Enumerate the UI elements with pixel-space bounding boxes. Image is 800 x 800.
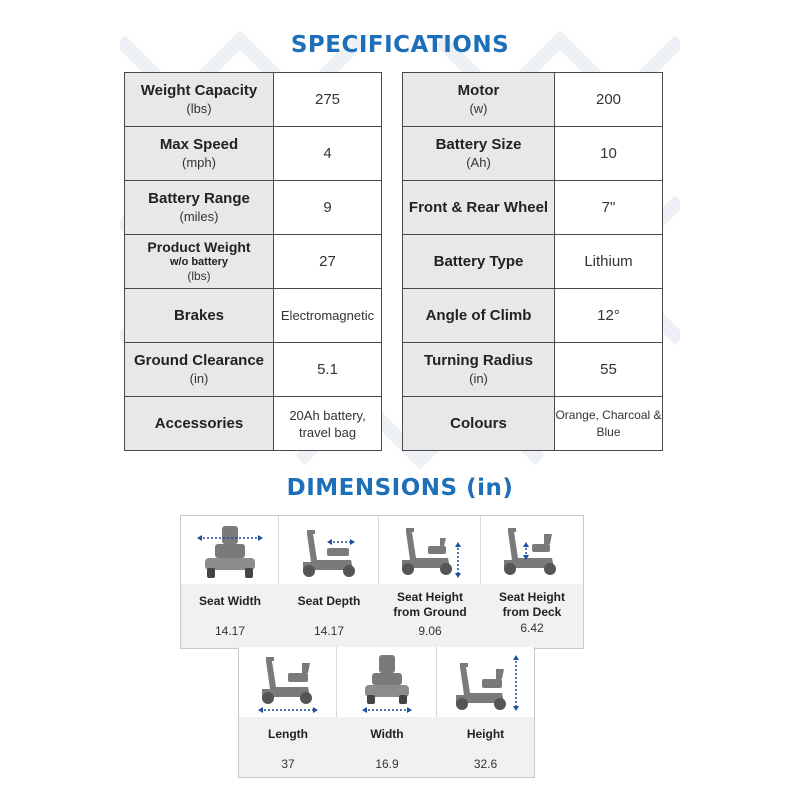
spec-unit: (w) — [469, 101, 488, 116]
dimension-value: 14.17 — [214, 624, 246, 638]
spec-unit: (lbs) — [186, 101, 212, 116]
spec-value: 5.1 — [274, 343, 382, 397]
table-row — [125, 289, 382, 343]
spec-label: Ground Clearance — [133, 352, 265, 369]
dimension-value: 32.6 — [473, 757, 498, 771]
spec-value: 10 — [555, 127, 663, 181]
spec-label-cell — [403, 235, 555, 289]
spec-label: Front & Rear Wheel — [408, 198, 549, 216]
dimensions-title: DIMENSIONS (in) — [286, 475, 514, 501]
spec-table-left — [124, 72, 382, 451]
dimension-image — [279, 516, 379, 584]
spec-label: Brakes — [173, 306, 225, 324]
dimensions-grid-bottom — [238, 647, 535, 778]
spec-value-cell — [274, 397, 382, 451]
spec-value-line: 20Ah battery, — [289, 407, 366, 423]
spec-label-cell — [125, 343, 274, 397]
spec-label-cell — [125, 397, 274, 451]
table-row — [125, 181, 382, 235]
spec-label-cell — [403, 289, 555, 343]
dimensions-grid-top — [180, 515, 584, 649]
spec-label: Max Speed — [159, 136, 239, 153]
dimension-item — [379, 516, 481, 648]
spec-label: Product Weight — [147, 239, 251, 255]
dimension-label-line: from Ground — [393, 605, 467, 619]
spec-unit: (Ah) — [466, 155, 491, 170]
table-row — [125, 397, 382, 451]
spec-value: 27 — [274, 235, 382, 289]
dimension-item — [239, 647, 337, 777]
dimension-label: Length — [268, 727, 308, 741]
table-row — [403, 127, 663, 181]
dimension-value: 37 — [281, 757, 295, 771]
spec-unit: (mph) — [182, 155, 216, 170]
table-row — [403, 73, 663, 127]
spec-label-cell — [125, 181, 274, 235]
spec-label-cell — [125, 289, 274, 343]
table-row — [125, 127, 382, 181]
table-row — [403, 289, 663, 343]
spec-unit: (miles) — [179, 209, 219, 224]
spec-unit: (lbs) — [187, 269, 211, 283]
spec-value: 275 — [274, 73, 382, 127]
dimension-value: 14.17 — [313, 624, 345, 638]
height-icon — [448, 651, 524, 715]
seat-height-ground-icon — [394, 520, 466, 582]
spec-label-cell — [403, 181, 555, 235]
spec-label-cell — [403, 73, 555, 127]
dimension-image — [379, 516, 481, 584]
dimension-value: 6.42 — [520, 621, 544, 635]
spec-label: Turning Radius — [424, 352, 533, 369]
dimension-label: Height — [466, 727, 505, 741]
spec-value: 4 — [274, 127, 382, 181]
dimension-item — [181, 516, 279, 648]
table-row — [125, 343, 382, 397]
seat-depth-icon — [293, 520, 365, 580]
spec-unit: (in) — [189, 371, 209, 386]
spec-value-line: Orange, Charcoal & — [555, 407, 662, 422]
seat-width-icon — [195, 520, 265, 582]
spec-sublabel: w/o battery — [169, 256, 229, 268]
spec-label-cell — [125, 127, 274, 181]
dimension-image — [181, 516, 279, 584]
width-icon — [352, 651, 422, 715]
spec-value: 12° — [555, 289, 663, 343]
spec-label-cell — [125, 235, 274, 289]
spec-label: Battery Type — [433, 252, 524, 270]
dimension-item — [337, 647, 437, 777]
spec-label: Motor — [457, 82, 500, 99]
table-row — [125, 73, 382, 127]
dimension-label: Width — [370, 727, 404, 741]
spec-label: Colours — [450, 414, 507, 432]
dimension-item — [437, 647, 534, 777]
spec-value-cell — [555, 397, 663, 451]
dimension-value: 9.06 — [418, 624, 442, 638]
dimension-image — [337, 647, 437, 717]
length-icon — [252, 651, 324, 715]
dimension-item — [481, 516, 583, 648]
spec-unit: (in) — [469, 371, 488, 386]
spec-label: Angle of Climb — [425, 306, 532, 324]
table-row — [403, 181, 663, 235]
dimension-label: Seat Width — [199, 594, 261, 608]
spec-label-cell — [403, 343, 555, 397]
dimension-image — [481, 516, 583, 584]
spec-value: 200 — [555, 73, 663, 127]
dimension-label: Seat Depth — [297, 594, 361, 608]
specifications-title: SPECIFICATIONS — [290, 32, 510, 58]
spec-label-cell — [403, 127, 555, 181]
spec-value: Electromagnetic — [274, 289, 382, 343]
spec-value: 7" — [555, 181, 663, 235]
spec-value: Lithium — [555, 235, 663, 289]
dimension-label-line: from Deck — [502, 605, 562, 619]
dimension-image — [437, 647, 534, 717]
table-row — [125, 235, 382, 289]
dimension-label-line: Seat Height — [498, 590, 565, 604]
seat-height-deck-icon — [496, 520, 568, 582]
spec-value: 9 — [274, 181, 382, 235]
table-row — [403, 397, 663, 451]
dimension-value: 16.9 — [375, 757, 399, 771]
spec-label-cell — [125, 73, 274, 127]
table-row — [403, 235, 663, 289]
spec-value: 55 — [555, 343, 663, 397]
dimension-image — [239, 647, 337, 717]
spec-label: Weight Capacity — [140, 82, 258, 99]
spec-label: Battery Size — [435, 136, 522, 153]
dimension-label-line: Seat Height — [396, 590, 463, 604]
spec-label: Battery Range — [148, 190, 250, 207]
dimension-item — [279, 516, 379, 648]
table-row — [403, 343, 663, 397]
spec-value-line: travel bag — [298, 424, 357, 440]
spec-label: Accessories — [154, 414, 244, 432]
spec-label-cell — [403, 397, 555, 451]
spec-value-line: Blue — [596, 424, 621, 439]
spec-table-right — [402, 72, 663, 451]
